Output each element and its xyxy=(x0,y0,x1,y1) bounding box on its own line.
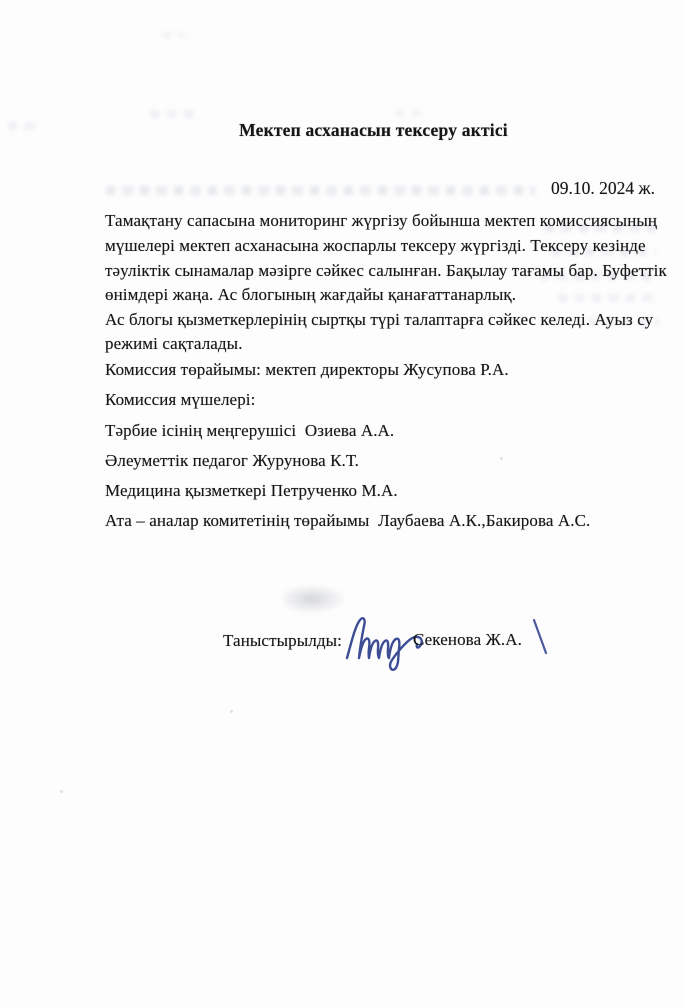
bleedthrough-artifact xyxy=(162,32,186,38)
commission-members-heading: Комиссия мүшелері: xyxy=(105,390,256,409)
signatory-name: Секенова Ж.А. xyxy=(413,630,522,649)
scan-speck xyxy=(500,457,503,460)
pencil-smudge-artifact xyxy=(283,584,347,614)
document-title: Мектеп асханасын тексеру актісі xyxy=(239,120,508,140)
bleedthrough-artifact xyxy=(150,110,198,118)
bleedthrough-artifact xyxy=(106,186,536,195)
document-date: 09.10. 2024 ж. xyxy=(551,178,655,198)
body-paragraph1-line: өнімдері жаңа. Ас блогының жағдайы қанағаттанарлық. xyxy=(105,285,517,304)
scan-speck xyxy=(230,710,233,713)
bleedthrough-artifact xyxy=(558,294,654,302)
commission-member-line: Әлеуметтік педагог Журунова К.Т. xyxy=(105,451,360,470)
commission-chair-line: Комиссия төрайымы: мектеп директоры Жусупова Р.А. xyxy=(105,360,509,379)
commission-member-line: Ата – аналар комитетінің төрайымы Лаубаева А.К.,Бакирова А.С. xyxy=(105,511,591,530)
body-paragraph1-line: мүшелері мектеп асханасына жоспарлы тексеру жүргізді. Тексеру кезінде xyxy=(105,236,646,255)
body-paragraph2-line: Ас блогы қызметкерлерінің сыртқы түрі талаптарға сәйкес келеді. Ауыз су xyxy=(105,310,654,329)
acquainted-label: Таныстырылды: xyxy=(223,631,342,650)
commission-member-line: Медицина қызметкері Петрученко М.А. xyxy=(105,481,398,500)
body-paragraph2-line: режимі сақталады. xyxy=(105,334,243,353)
body-paragraph1-line: Тамақтану сапасына мониторинг жүргізу бойынша мектеп комиссиясының xyxy=(105,211,658,230)
bleedthrough-artifact xyxy=(395,110,425,117)
bleedthrough-artifact xyxy=(8,122,38,130)
scan-speck xyxy=(60,790,63,793)
body-paragraph1-line: тәуліктік сынамалар мәзірге сәйкес салынған. Бақылау тағамы бар. Буфеттік xyxy=(105,261,667,280)
commission-member-line: Тәрбие ісінің меңгерушісі Озиева А.А. xyxy=(105,421,395,440)
signature-stroke xyxy=(531,617,549,657)
